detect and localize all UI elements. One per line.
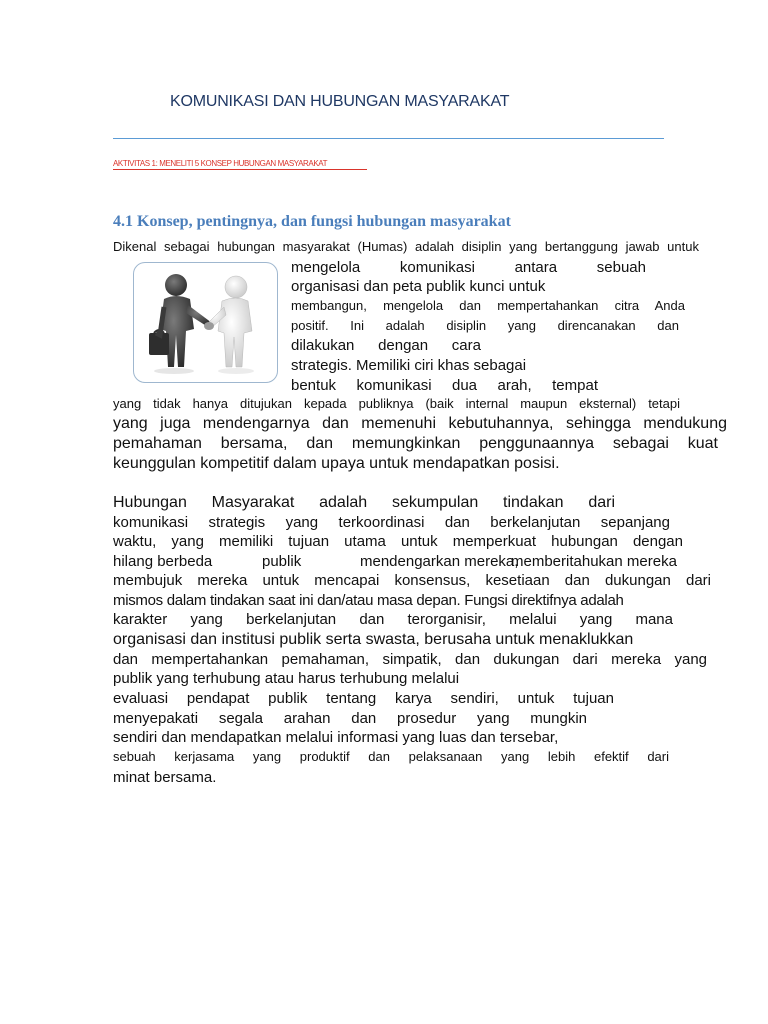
paragraph-line: karakter yang berkelanjutan dan terorganisir, melalui yang mana: [113, 611, 673, 628]
paragraph-line: hilang berbeda: [113, 553, 213, 570]
paragraph-line: menyepakati segala arahan dan prosedur yang mungkin: [113, 710, 587, 727]
paragraph-line: publik: [262, 553, 302, 570]
handshake-figures-icon: [134, 263, 277, 382]
paragraph-line: membujuk mereka untuk mencapai konsensus, kesetiaan dan dukungan dari: [113, 572, 711, 589]
handshake-image: [133, 262, 278, 383]
paragraph-line: strategis. Memiliki ciri khas sebagai: [291, 357, 527, 374]
paragraph-line: Dikenal sebagai hubungan masyarakat (Humas) adalah disiplin yang bertanggung jawab untuk: [113, 239, 699, 254]
section-heading: 4.1 Konsep, pentingnya, dan fungsi hubungan masyarakat: [113, 213, 511, 230]
paragraph-line: publik yang terhubung atau harus terhubung melalui: [113, 670, 460, 687]
paragraph-line: yang tidak hanya ditujukan kepada publiknya (baik internal maupun eksternal) tetapi: [113, 396, 680, 411]
paragraph-line: sebuah kerjasama yang produktif dan pelaksanaan yang lebih efektif dari: [113, 749, 669, 764]
paragraph-line: minat bersama.: [113, 769, 217, 786]
paragraph-line: komunikasi strategis yang terkoordinasi dan berkelanjutan sepanjang: [113, 514, 670, 531]
paragraph-line: mismos dalam tindakan saat ini dan/atau masa depan. Fungsi direktifnya adalah: [113, 592, 624, 609]
paragraph-line: dan mempertahankan pemahaman, simpatik, dan dukungan dari mereka yang: [113, 651, 707, 668]
paragraph-line: evaluasi pendapat publik tentang karya sendiri, untuk tujuan: [113, 690, 614, 707]
paragraph-line: mengelola komunikasi antara sebuah: [291, 259, 646, 276]
paragraph-line: yang juga mendengarnya dan memenuhi kebutuhannya, sehingga mendukung: [113, 415, 727, 432]
activity-label: AKTIVITAS 1: MENELITI 5 KONSEP HUBUNGAN MASYARAKAT: [113, 159, 367, 170]
paragraph-line: bentuk komunikasi dua arah, tempat: [291, 377, 598, 394]
paragraph-line: keunggulan kompetitif dalam upaya untuk mendapatkan posisi.: [113, 455, 560, 472]
paragraph-line: positif. Ini adalah disiplin yang direncanakan dan: [291, 318, 679, 333]
paragraph-line: memberitahukan mereka: [511, 553, 677, 570]
paragraph-line: membangun, mengelola dan mempertahankan citra Anda: [291, 298, 685, 313]
paragraph-line: waktu, yang memiliki tujuan utama untuk memperkuat hubungan dengan: [113, 533, 683, 550]
paragraph-line: dilakukan dengan cara: [291, 337, 481, 354]
paragraph-line: Hubungan Masyarakat adalah sekumpulan tindakan dari: [113, 494, 615, 511]
paragraph-line: sendiri dan mendapatkan melalui informasi yang luas dan tersebar,: [113, 729, 559, 746]
paragraph-line: organisasi dan peta publik kunci untuk: [291, 278, 546, 295]
paragraph-line: organisasi dan institusi publik serta swasta, berusaha untuk menaklukkan: [113, 631, 634, 648]
paragraph-line: pemahaman bersama, dan memungkinkan penggunaannya sebagai kuat: [113, 435, 718, 452]
paragraph-line: mendengarkan mereka,: [360, 553, 519, 570]
title-underline: [113, 138, 664, 139]
document-title: KOMUNIKASI DAN HUBUNGAN MASYARAKAT: [170, 93, 510, 110]
